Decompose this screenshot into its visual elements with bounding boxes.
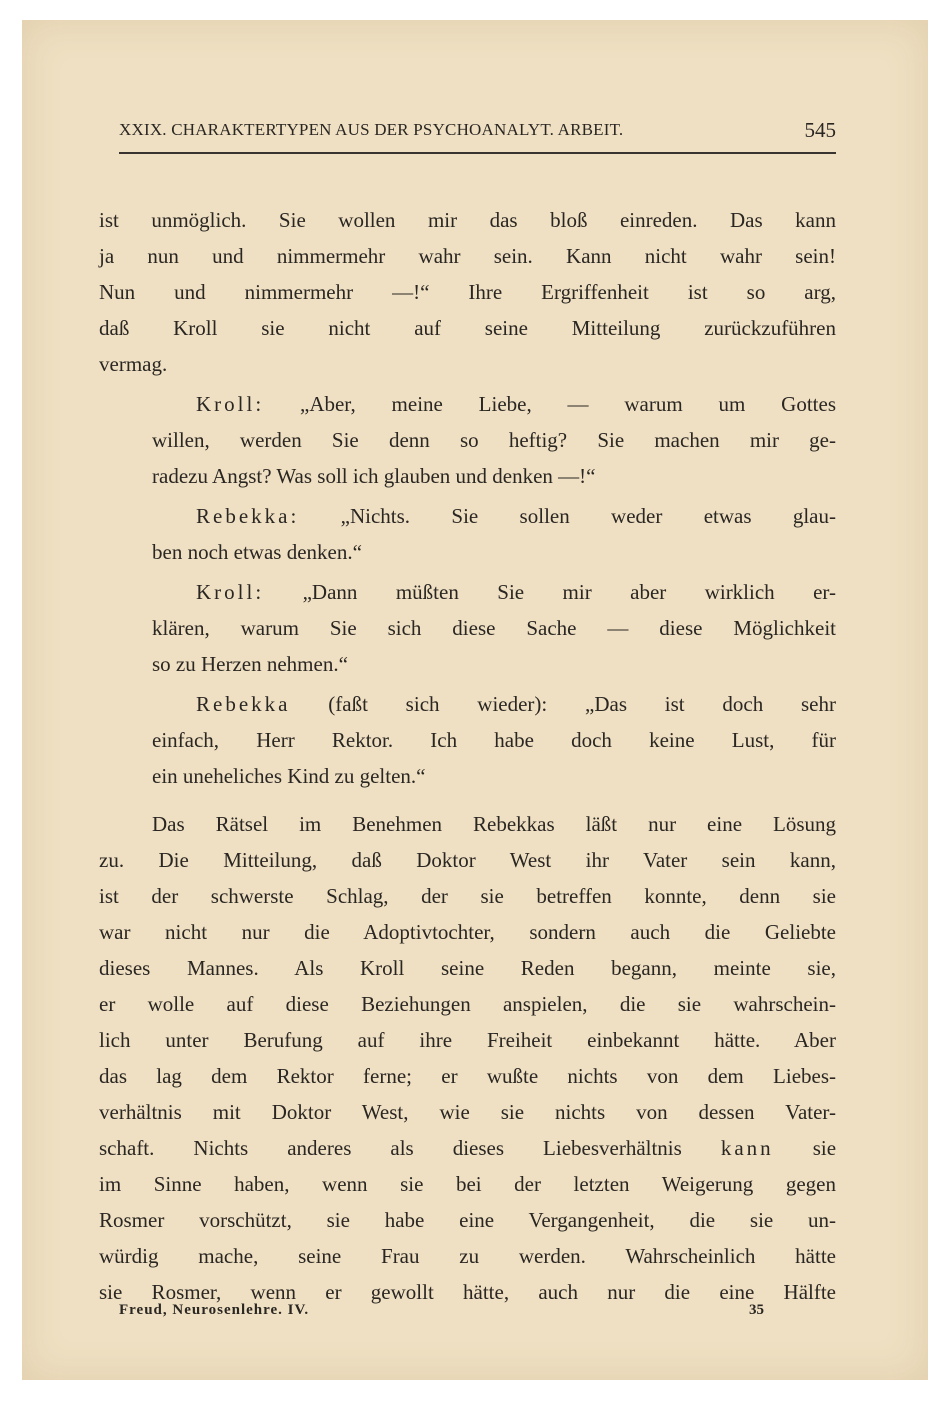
text-line: Rosmer vorschützt, sie habe eine Vergangenheit, die sie un- (99, 1208, 836, 1232)
text-line: ja nun und nimmermehr wahr sein. Kann nicht wahr sein! (99, 244, 836, 268)
dialogue-text: „Dann müßten Sie mir aber wirklich er- (302, 580, 836, 604)
text-line (99, 1130, 836, 1166)
dialogue-line (196, 498, 836, 534)
dialogue-text: „Nichts. Sie sollen weder etwas glau- (340, 504, 836, 528)
dialogue-rebekka-2 (99, 686, 836, 794)
text-segment: sie (812, 1136, 837, 1160)
dialogue-line (196, 386, 836, 422)
speaker-name: Kroll: (196, 392, 265, 416)
speaker-name: Kroll: (196, 580, 265, 604)
text-line: er wolle auf diese Beziehungen anspielen, die sie wahrschein- (99, 992, 836, 1016)
paragraph-2 (99, 806, 836, 1310)
page-number: 545 (804, 118, 836, 142)
dialogue-kroll-1 (99, 386, 836, 494)
text-line: verhältnis mit Doktor West, wie sie nichts von dessen Vater- (99, 1100, 836, 1124)
book-page (22, 20, 928, 1380)
dialogue-rebekka-1 (99, 498, 836, 570)
dialogue-line: so zu Herzen nehmen.“ (152, 652, 348, 676)
dialogue-line: klären, warum Sie sich diese Sache — diese Möglichkeit (152, 616, 836, 640)
dialogue-line (196, 686, 836, 722)
text-segment: schaft. Nichts anderes als dieses Liebesverhältnis (99, 1136, 682, 1160)
text-line: das lag dem Rektor ferne; er wußte nichts von dem Liebes- (99, 1064, 836, 1088)
text-line: lich unter Berufung auf ihre Freiheit einbekannt hätte. Aber (99, 1028, 836, 1052)
speaker-name: Rebekka (196, 692, 291, 716)
emphasized-word: kann (720, 1136, 774, 1160)
sheet-number: 35 (749, 1302, 764, 1318)
paragraph-1 (99, 202, 836, 382)
text-line: ist der schwerste Schlag, der sie betreffen konnte, denn sie (99, 884, 836, 908)
dialogue-line: willen, werden Sie denn so heftig? Sie machen mir ge- (152, 428, 836, 452)
text-line: Das Rätsel im Benehmen Rebekkas läßt nur eine Lösung (152, 812, 836, 836)
text-line: dieses Mannes. Als Kroll seine Reden begann, meinte sie, (99, 956, 836, 980)
page-footer (119, 1302, 764, 1326)
dialogue-line (196, 574, 836, 610)
text-line: würdig mache, seine Frau zu werden. Wahrscheinlich hätte (99, 1244, 836, 1268)
signature-mark: Freud, Neurosenlehre. IV. (119, 1302, 310, 1318)
text-line: sie Rosmer, wenn er gewollt hätte, auch nur die eine Hälfte (99, 1280, 836, 1304)
text-line: im Sinne haben, wenn sie bei der letzten Weigerung gegen (99, 1172, 836, 1196)
text-line: war nicht nur die Adoptivtochter, sondern auch die Geliebte (99, 920, 836, 944)
dialogue-text: „Aber, meine Liebe, — warum um Gottes (300, 392, 836, 416)
dialogue-line: einfach, Herr Rektor. Ich habe doch keine Lust, für (152, 728, 836, 752)
dialogue-kroll-2 (99, 574, 836, 682)
speaker-name: Rebekka: (196, 504, 300, 528)
text-line: ist unmöglich. Sie wollen mir das bloß einreden. Das kann (99, 208, 836, 232)
running-title: XXIX. CHARAKTERTYPEN AUS DER PSYCHOANALYT. ARBEIT. (119, 120, 624, 139)
dialogue-line: ben noch etwas denken.“ (152, 540, 362, 564)
dialogue-line: ein uneheliches Kind zu gelten.“ (152, 764, 426, 788)
text-line: zu. Die Mitteilung, daß Doktor West ihr Vater sein kann, (99, 848, 836, 872)
body-text (99, 202, 836, 1310)
dialogue-text: (faßt sich wieder): „Das ist doch sehr (328, 692, 836, 716)
running-head (119, 120, 836, 154)
dialogue-line: radezu Angst? Was soll ich glauben und denken —!“ (152, 464, 596, 488)
text-line: Nun und nimmermehr —!“ Ihre Ergriffenheit ist so arg, (99, 280, 836, 304)
text-line: vermag. (99, 352, 168, 376)
text-line: daß Kroll sie nicht auf seine Mitteilung zurückzuführen (99, 316, 836, 340)
